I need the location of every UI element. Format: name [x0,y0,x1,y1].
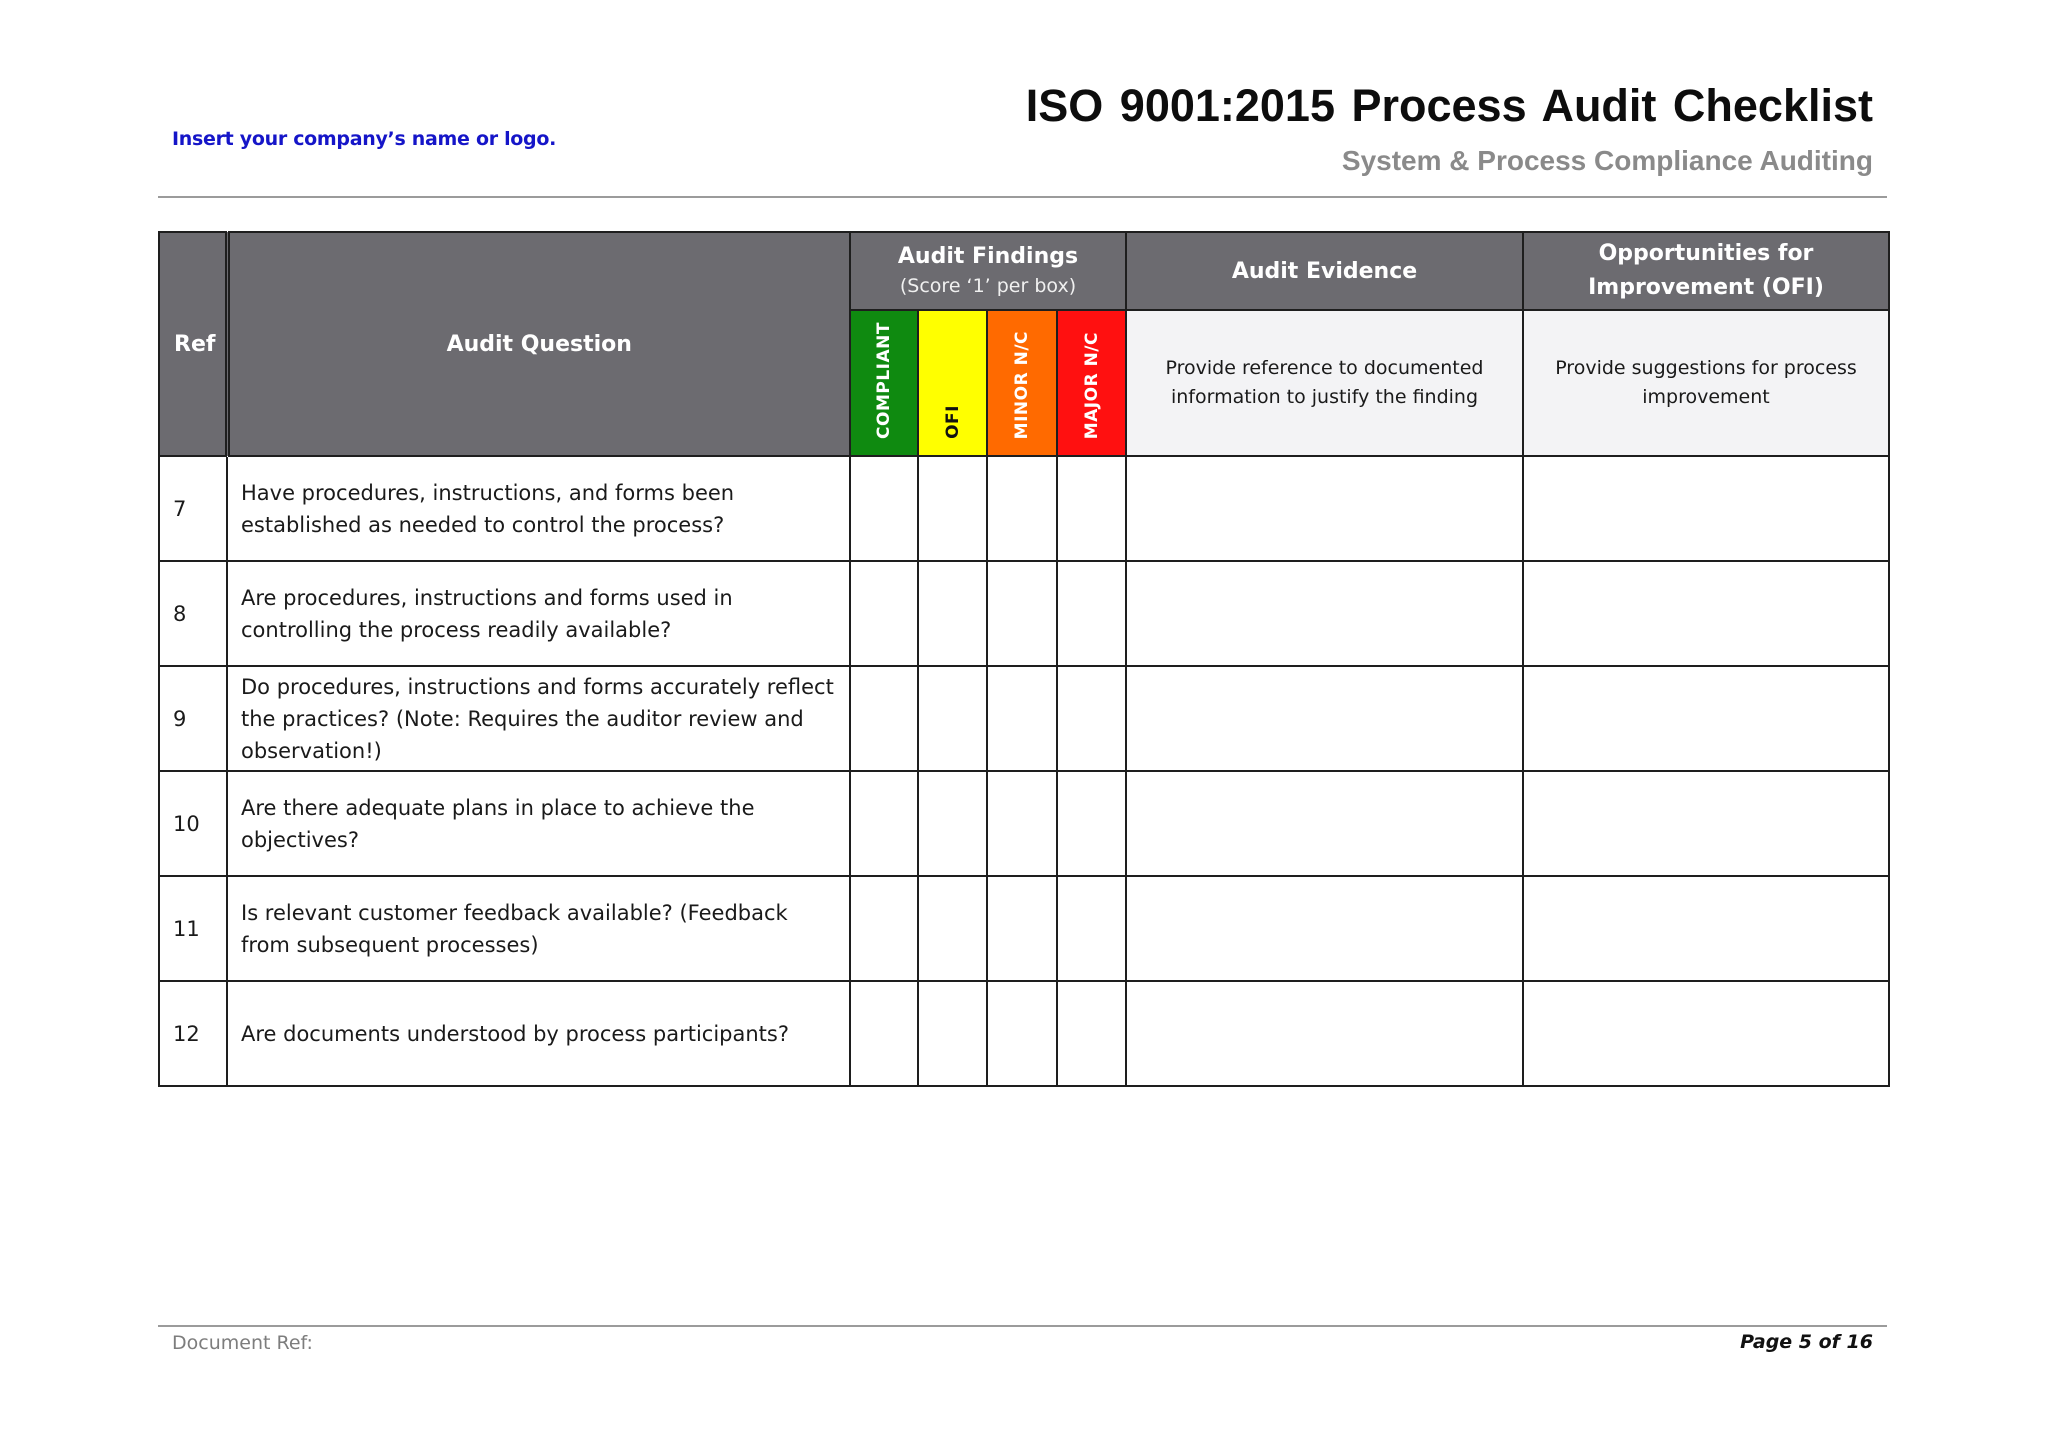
major-nc-score-cell[interactable] [1057,666,1126,771]
row-question: Are there adequate plans in place to achieve the objectives? [227,771,850,876]
audit-evidence-cell[interactable] [1126,876,1523,981]
row-ref: 8 [159,561,227,666]
row-ref: 11 [159,876,227,981]
row-question: Are procedures, instructions and forms used in controlling the process readily available? [227,561,850,666]
major-nc-score-cell[interactable] [1057,876,1126,981]
minor-nc-score-cell[interactable] [987,561,1057,666]
row-ref: 10 [159,771,227,876]
audit-evidence-cell[interactable] [1126,456,1523,561]
compliant-label: COMPLIANT [874,322,894,439]
compliant-column-header [850,310,918,456]
major-nc-score-cell[interactable] [1057,771,1126,876]
audit-findings-title: Audit Findings [897,244,1079,269]
major-nc-score-cell[interactable] [1057,561,1126,666]
footer-divider [158,1325,1887,1327]
major-nc-column-header [1057,310,1126,456]
minor-nc-score-cell[interactable] [987,456,1057,561]
audit-findings-header [850,232,1126,310]
audit-evidence-description: Provide reference to documented information to justify the finding [1126,310,1523,456]
ofi-score-cell[interactable] [918,981,987,1086]
compliant-score-cell[interactable] [850,456,918,561]
major-nc-label: MAJOR N/C [1081,331,1102,439]
minor-nc-score-cell[interactable] [987,666,1057,771]
minor-nc-label: MINOR N/C [1012,330,1032,439]
ofi-label: OFI [942,405,963,439]
row-question: Is relevant customer feedback available? (Feedback from subsequent processes) [227,876,850,981]
ofi-cell[interactable] [1523,981,1889,1086]
audit-checklist-table [158,231,1890,1087]
major-nc-score-cell[interactable] [1057,981,1126,1086]
major-nc-score-cell[interactable] [1057,456,1126,561]
compliant-score-cell[interactable] [850,666,918,771]
audit-findings-note: (Score ‘1’ per box) [899,275,1077,297]
ofi-cell[interactable] [1523,771,1889,876]
row-question: Have procedures, instructions, and forms been established as needed to control the process? [227,456,850,561]
ofi-score-cell[interactable] [918,666,987,771]
ofi-score-cell[interactable] [918,456,987,561]
table-row [159,561,1889,666]
ofi-cell[interactable] [1523,456,1889,561]
audit-question-header: Audit Question [227,232,850,456]
compliant-score-cell[interactable] [850,771,918,876]
table-row [159,456,1889,561]
minor-nc-score-cell[interactable] [987,771,1057,876]
minor-nc-score-cell[interactable] [987,876,1057,981]
ofi-score-cell[interactable] [918,876,987,981]
audit-evidence-header: Audit Evidence [1126,232,1523,310]
table-row [159,666,1889,771]
document-ref: Document Ref: [172,1332,313,1354]
document-title: ISO 9001:2015 Process Audit Checklist [1025,80,1873,131]
compliant-score-cell[interactable] [850,561,918,666]
ofi-score-cell[interactable] [918,561,987,666]
document-subtitle: System & Process Compliance Auditing [1341,145,1873,176]
table-row [159,876,1889,981]
ref-header: Ref [159,232,227,456]
row-question: Do procedures, instructions and forms accurately reflect the practices? (Note: Requires the auditor review and observation!) [227,666,850,771]
table-row [159,981,1889,1086]
page-number: Page 5 of 16 [1740,1331,1873,1353]
minor-nc-score-cell[interactable] [987,981,1057,1086]
row-question: Are documents understood by process participants? [227,981,850,1086]
audit-evidence-cell[interactable] [1126,561,1523,666]
compliant-score-cell[interactable] [850,876,918,981]
table-row [159,771,1889,876]
audit-evidence-cell[interactable] [1126,981,1523,1086]
row-ref: 9 [159,666,227,771]
row-ref: 7 [159,456,227,561]
audit-evidence-cell[interactable] [1126,771,1523,876]
ofi-cell[interactable] [1523,666,1889,771]
header-divider [158,196,1887,198]
ofi-score-cell[interactable] [918,771,987,876]
audit-evidence-cell[interactable] [1126,666,1523,771]
compliant-score-cell[interactable] [850,981,918,1086]
ofi-cell[interactable] [1523,561,1889,666]
company-name-placeholder: Insert your company’s name or logo. [172,128,557,150]
ofi-cell[interactable] [1523,876,1889,981]
row-ref: 12 [159,981,227,1086]
minor-nc-column-header [987,310,1057,456]
ofi-column-header [918,310,987,456]
ofi-header: Opportunities for Improvement (OFI) [1523,232,1889,310]
ofi-description: Provide suggestions for process improvement [1523,310,1889,456]
